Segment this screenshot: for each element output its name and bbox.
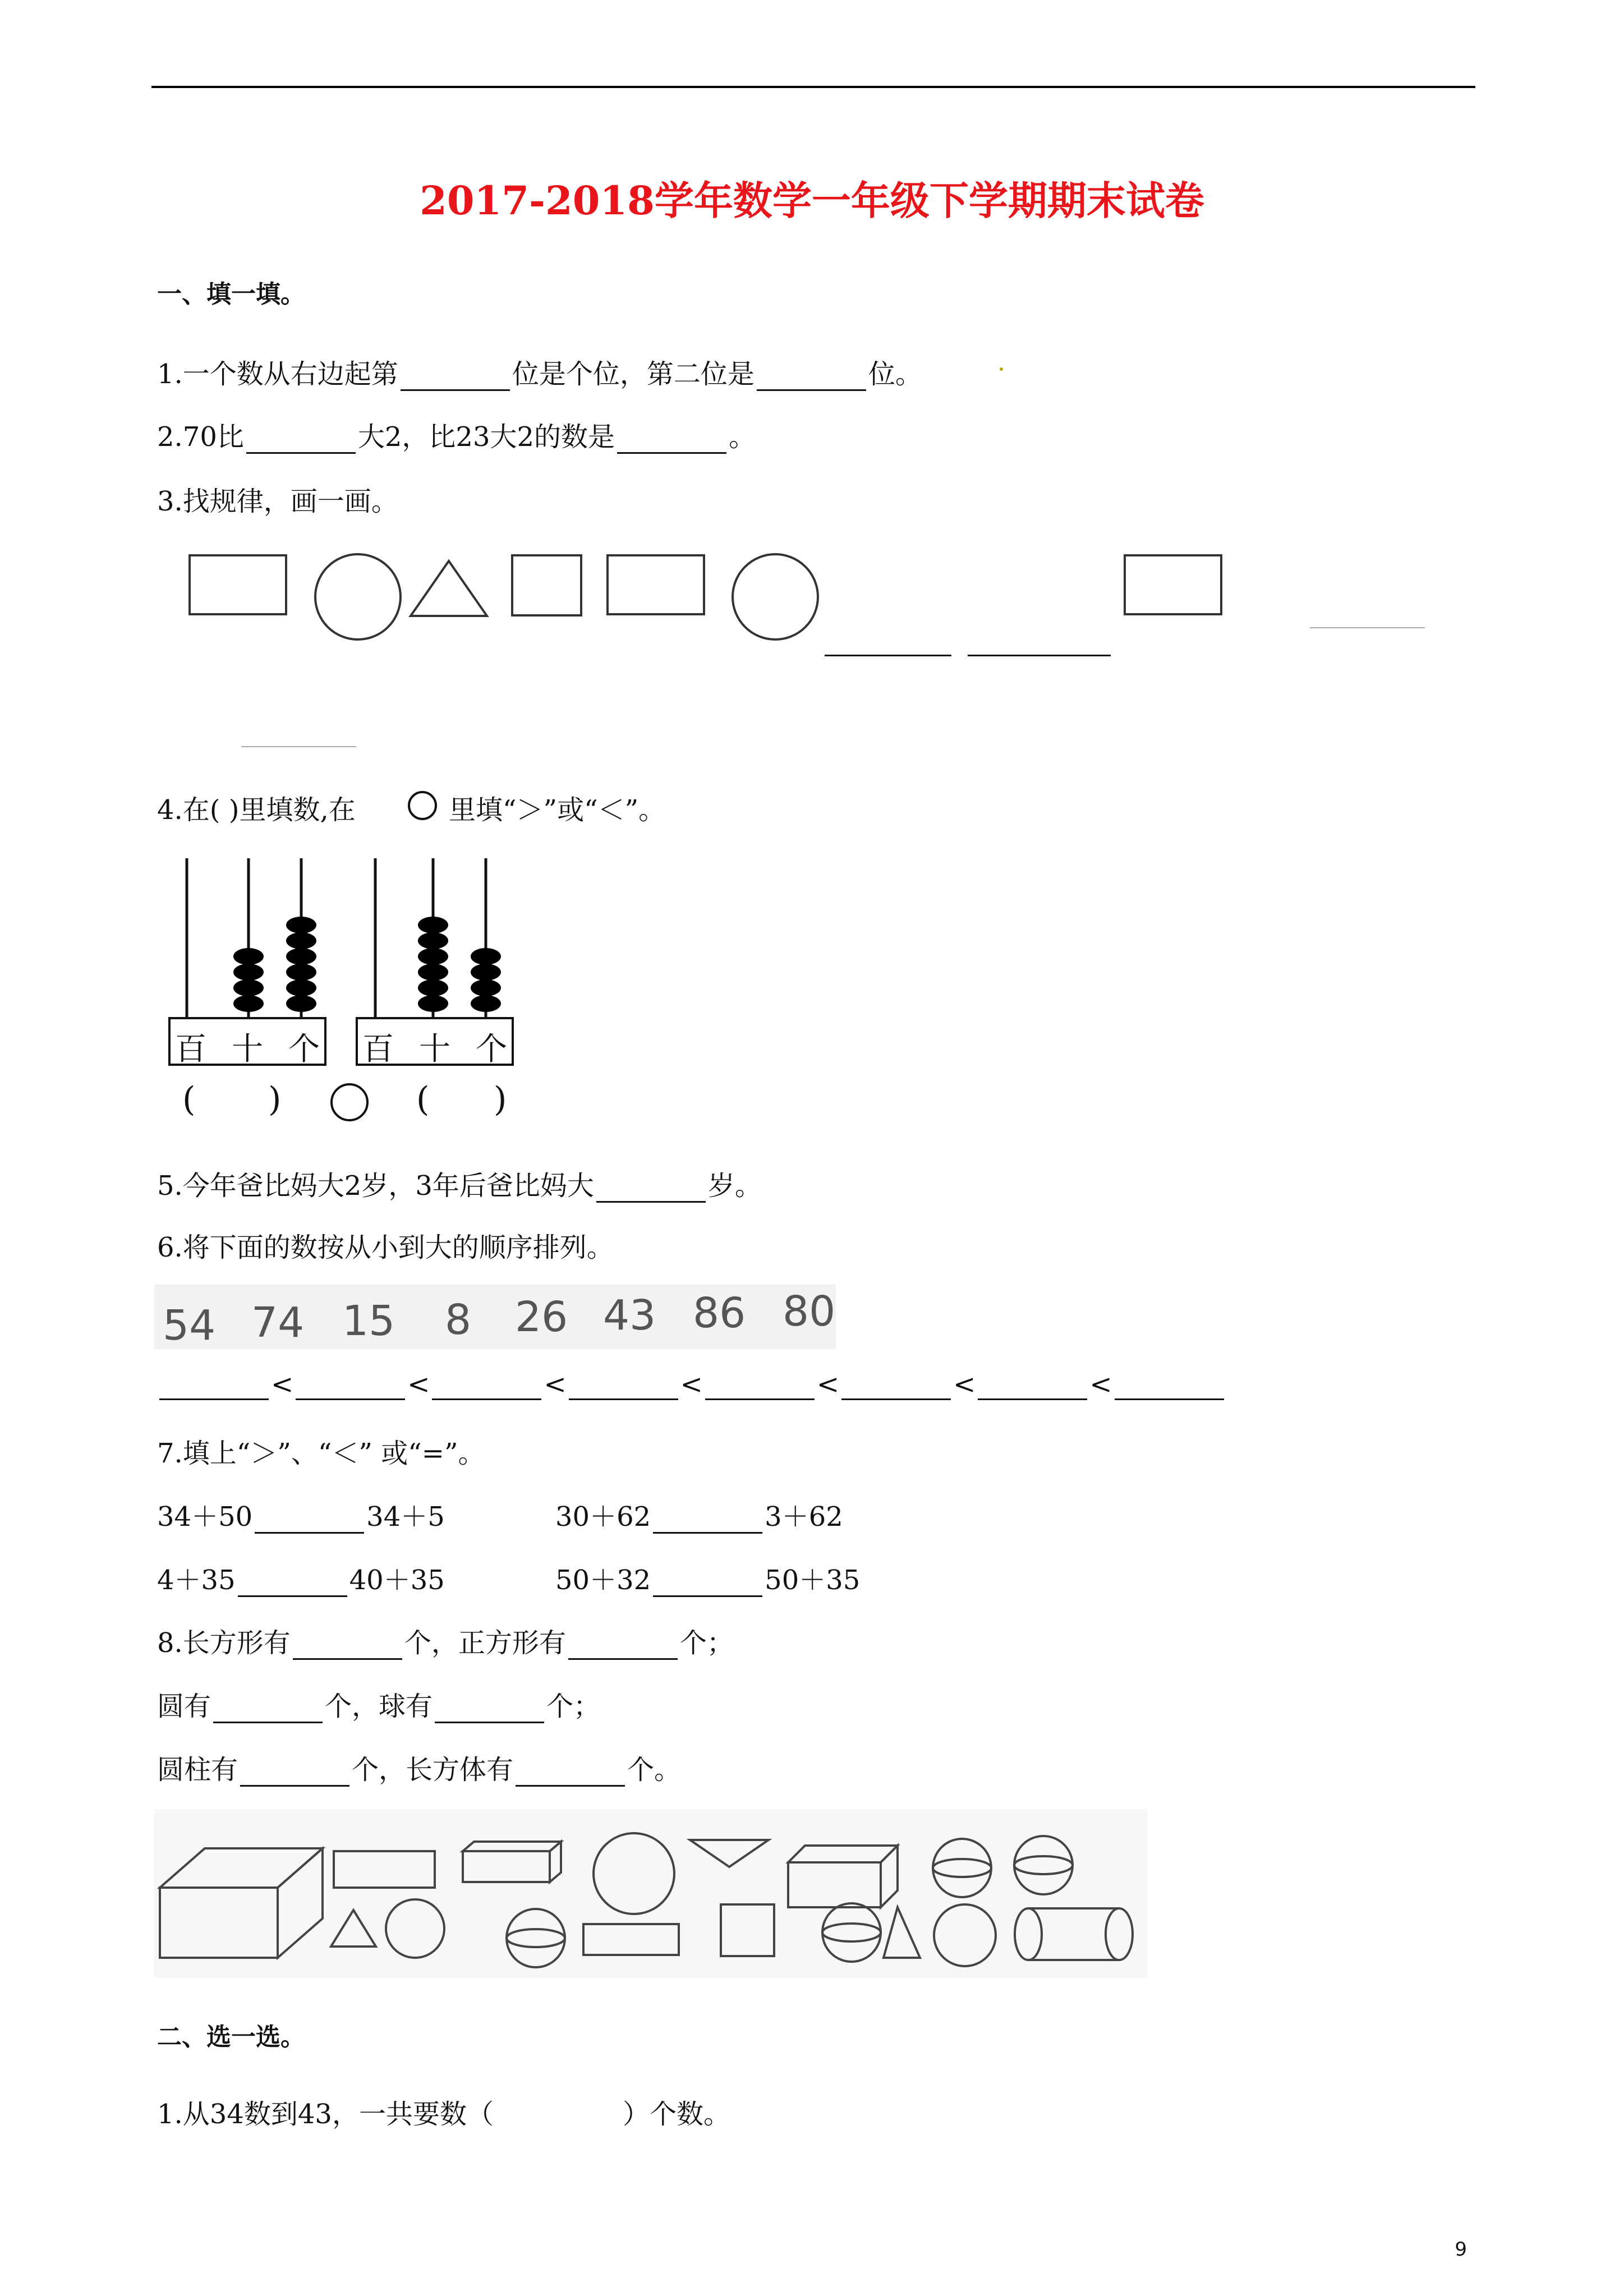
cuboid-shape	[788, 1846, 898, 1862]
cuboid-shape	[160, 1848, 323, 1888]
sphere-shape	[933, 1839, 991, 1897]
page-number: 9	[1455, 2238, 1467, 2261]
paren-open: (	[182, 1080, 196, 1119]
comparison-item: 4＋35 40＋35	[157, 1565, 445, 1596]
question-4-tail: 里填“＞”或“＜”。	[449, 794, 666, 826]
cylinder-shape	[1015, 1908, 1042, 1960]
abacus-right-labels: 百 十 个	[362, 1031, 507, 1068]
question-7: 7.填上“＞”、“＜” 或“=”。	[157, 1438, 485, 1469]
ordering-row: < < < < < < <	[157, 1369, 1226, 1400]
number-item: 15	[342, 1297, 395, 1345]
comparison-item: 30＋62 3＋62	[555, 1501, 843, 1533]
section-heading-choose: 二、选一选。	[157, 2023, 305, 2051]
page-title: 2017-2018学年数学一年级下学期期末试卷	[420, 177, 1204, 224]
rectangle-shape	[334, 1851, 435, 1888]
question-1: 1.一个数从右边起第 位是个位，第二位是 位。	[157, 358, 922, 390]
comparison-item: 34＋50 34＋5	[157, 1501, 445, 1533]
question-8-line-3: 圆柱有 个，长方体有 个。	[157, 1754, 682, 1786]
number-item: 43	[603, 1291, 656, 1340]
paren-close: )	[494, 1080, 507, 1119]
cuboid-shape	[463, 1842, 561, 1851]
circle-shape	[934, 1904, 996, 1966]
sphere-shape	[507, 1909, 565, 1967]
number-item: 54	[163, 1301, 216, 1350]
question-8-line-1: 8.长方形有 个，正方形有 个；	[157, 1627, 734, 1659]
number-item: 8	[445, 1296, 472, 1344]
section-heading-fill: 一、填一填。	[157, 280, 305, 309]
number-item: 74	[251, 1299, 305, 1347]
sphere-shape	[1014, 1836, 1073, 1894]
number-item: 86	[693, 1289, 746, 1337]
comparison-item: 50＋32 50＋35	[555, 1565, 861, 1596]
question-4: 4.在( )里填数,在	[157, 794, 356, 826]
section-2-question-1: 1.从34数到43，一共要数（ ）个数。	[157, 2099, 730, 2130]
sphere-shape	[822, 1903, 881, 1962]
paren-open: (	[416, 1080, 430, 1119]
circle-shape	[594, 1833, 674, 1914]
triangle-shape	[884, 1907, 920, 1958]
triangle-shape	[690, 1840, 769, 1867]
question-8-line-2: 圆有 个，球有 个；	[157, 1691, 601, 1722]
circle-shape	[386, 1899, 444, 1958]
question-3: 3.找规律，画一画。	[157, 486, 398, 517]
paren-close: )	[268, 1080, 282, 1119]
question-2: 2.70比 大2，比23大2的数是 。	[157, 421, 756, 453]
square-shape	[721, 1904, 774, 1956]
triangle-shape	[331, 1910, 376, 1947]
number-item: 80	[783, 1287, 836, 1336]
rectangle-shape	[583, 1924, 679, 1955]
abacus-left-labels: 百 十 个	[175, 1031, 320, 1068]
question-5: 5.今年爸比妈大2岁，3年后爸比妈大 岁。	[157, 1170, 762, 1202]
question-6: 6.将下面的数按从小到大的顺序排列。	[157, 1232, 614, 1263]
number-item: 26	[515, 1293, 568, 1341]
